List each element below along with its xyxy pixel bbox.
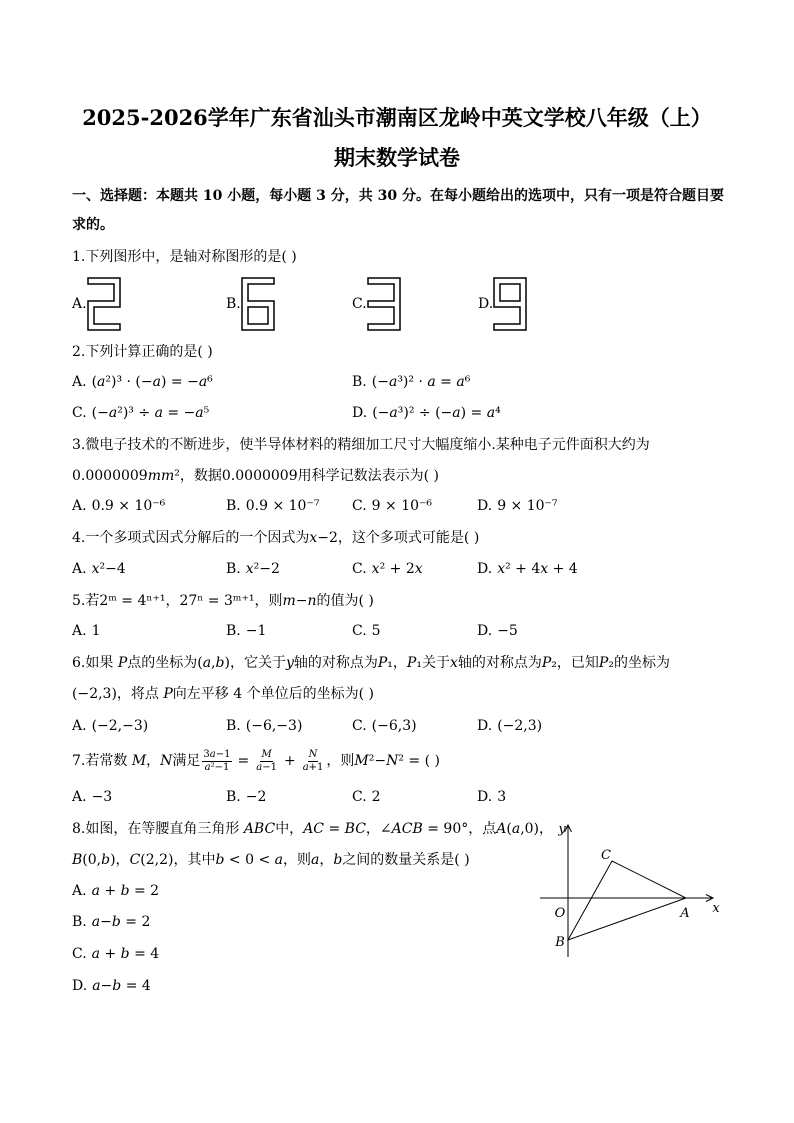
question-2-options-row-1	[0, 367, 794, 398]
option-c	[352, 711, 417, 742]
option-text: −5	[497, 623, 518, 639]
math-variable: x	[449, 655, 458, 671]
math-variable: a	[452, 405, 461, 421]
math-variable: N	[308, 748, 318, 760]
option-text: −3	[91, 789, 113, 805]
math-variable: b	[101, 852, 111, 868]
option-label: A.	[72, 498, 87, 514]
option-text: 5	[371, 623, 381, 639]
math-variable: a	[91, 946, 101, 962]
point-c-label: C	[601, 848, 611, 863]
option-d	[72, 971, 151, 1002]
option-text: x² + 2x	[371, 561, 423, 577]
option-b	[226, 491, 319, 522]
math-variable: a	[91, 914, 101, 930]
digit-3-outline-icon	[367, 277, 401, 331]
equals-sign: =	[237, 753, 250, 769]
math-variable: C	[129, 852, 141, 868]
question-7-stem-prefix: 7.若常数 M，N满足	[72, 753, 201, 769]
fraction-denominator: a−1	[256, 761, 277, 773]
math-variable: B	[72, 852, 83, 868]
fraction-denominator: a²−1	[204, 761, 230, 773]
option-a	[72, 616, 100, 647]
math-variable: a	[154, 405, 163, 421]
math-variable: x	[91, 561, 100, 577]
option-label: D.	[72, 978, 88, 994]
option-b	[352, 367, 470, 398]
option-text: x²−4	[91, 561, 126, 577]
question-5-stem: 5.若2ᵐ = 4ⁿ⁺¹，27ⁿ = 3ᵐ⁺¹，则m−n的值为( )	[72, 593, 374, 609]
option-text: (−2,3)	[497, 718, 543, 734]
math-variable: a	[209, 748, 216, 760]
math-variable: b	[215, 655, 225, 671]
option-b-label: B.	[226, 296, 241, 312]
option-label: B.	[72, 914, 87, 930]
option-label: B.	[226, 789, 241, 805]
math-variable: mm	[147, 468, 175, 484]
triangle-abc	[568, 861, 686, 940]
math-variable: A	[496, 821, 507, 837]
option-b	[72, 907, 150, 938]
option-b	[226, 616, 266, 647]
math-variable: BC	[344, 821, 366, 837]
option-text: (−a²)³ ÷ a = −a⁵	[91, 405, 210, 421]
option-b	[226, 711, 302, 742]
math-variable: a	[195, 405, 204, 421]
math-variable: P	[117, 655, 128, 671]
option-c	[352, 491, 432, 522]
option-text: 0.9 × 10⁻⁶	[91, 498, 166, 514]
coordinate-triangle-figure	[535, 815, 725, 965]
math-variable: a	[152, 374, 161, 390]
option-d	[477, 554, 578, 585]
option-b	[226, 782, 266, 813]
math-variable: N	[386, 753, 399, 769]
option-text: a−b = 4	[92, 978, 151, 994]
question-1-stem: 1.下列图形中，是轴对称图形的是( )	[72, 249, 297, 265]
option-label: C.	[352, 718, 367, 734]
math-variable: a	[198, 374, 208, 390]
question-8-option-b	[0, 907, 460, 938]
option-label: B.	[226, 561, 241, 577]
math-variable: a	[310, 852, 320, 868]
digit-6-outline-icon	[241, 277, 275, 331]
option-text: (−a³)² · a = a⁶	[371, 374, 471, 390]
question-4-stem: 4.一个多项式因式分解后的一个因式为x−2，这个多项式可能是( )	[72, 530, 480, 546]
section-heading-multiple-choice: 一、选择题：本题共 10 小题，每小题 3 分，共 30 分。在每小题给出的选项中，只有一项是符合题目要求的。	[72, 188, 724, 233]
fraction-m	[255, 749, 278, 774]
math-variable: a	[388, 374, 398, 390]
figure-outline	[368, 278, 400, 330]
digit-9-outline-icon	[493, 277, 527, 331]
math-variable: a	[256, 761, 263, 773]
option-label: C.	[352, 498, 367, 514]
question-7-stem-suffix: ，则M²−N² = ( )	[326, 753, 440, 769]
axis-label-y: y	[558, 822, 566, 837]
option-label: A.	[72, 789, 87, 805]
math-variable: x	[371, 561, 380, 577]
option-text: −1	[245, 623, 267, 639]
option-d	[477, 782, 506, 813]
math-variable: b	[112, 978, 122, 994]
option-label: C.	[72, 946, 87, 962]
math-variable: a	[97, 374, 106, 390]
math-variable: a	[511, 821, 521, 837]
option-label: B.	[352, 374, 367, 390]
question-6-options	[0, 711, 794, 742]
question-3-options	[0, 491, 794, 522]
question-2-options-row-2	[0, 398, 794, 429]
math-variable: P	[598, 655, 609, 671]
math-variable: b	[111, 914, 121, 930]
option-b	[226, 554, 280, 585]
option-d	[477, 616, 518, 647]
option-label: C.	[352, 623, 367, 639]
math-variable: y	[285, 655, 294, 671]
option-a	[72, 782, 112, 813]
option-a-label: A.	[72, 296, 87, 312]
math-variable: a	[108, 405, 118, 421]
math-variable: P	[541, 655, 552, 671]
math-variable: x	[414, 561, 423, 577]
question-8-stem: 8.如图，在等腰直角三角形 ABC中，AC = BC，∠ACB = 90°，点A(a,0)，B(0,b)，C(2,2)，其中b < 0 < a，则a，b之间的数量关系是( )	[72, 821, 554, 868]
fraction-numerator	[308, 749, 319, 762]
digit-2-outline-icon	[87, 277, 121, 331]
option-label: D.	[477, 789, 493, 805]
math-variable: ACB	[391, 821, 423, 837]
option-c-label: C.	[352, 296, 367, 312]
option-text: a + b = 4	[91, 946, 160, 962]
option-label: C.	[352, 789, 367, 805]
figure-outline	[494, 278, 526, 330]
axis-label-x: x	[712, 901, 720, 916]
math-variable: M	[261, 748, 272, 760]
option-label: A.	[72, 374, 87, 390]
math-variable: a	[204, 761, 211, 773]
math-variable: n	[307, 593, 317, 609]
math-variable: P	[377, 655, 388, 671]
option-text: 9 × 10⁻⁶	[371, 498, 433, 514]
math-variable: ABC	[243, 821, 276, 837]
option-label: D.	[477, 561, 493, 577]
option-text: a + b = 2	[91, 883, 160, 899]
option-label: B.	[226, 718, 241, 734]
option-text: −2	[245, 789, 267, 805]
option-c	[72, 398, 209, 429]
option-c	[72, 939, 159, 970]
math-variable: M	[131, 753, 147, 769]
question-2-stem: 2.下列计算正确的是( )	[72, 344, 213, 360]
option-label: A.	[72, 718, 87, 734]
math-variable: M	[354, 753, 369, 769]
question-8-option-d	[0, 971, 460, 1002]
option-text: (−a³)² ÷ (−a) = a⁴	[372, 405, 501, 421]
option-a	[72, 876, 159, 907]
question-8-option-c	[0, 939, 460, 970]
math-variable: a	[274, 852, 283, 868]
question-4-options	[0, 554, 794, 585]
plus-sign: +	[283, 753, 296, 769]
math-variable: b	[120, 883, 130, 899]
point-b-label: B	[555, 935, 565, 950]
option-c	[352, 616, 381, 647]
math-variable: P	[163, 686, 173, 702]
option-label: D.	[477, 718, 493, 734]
math-variable: b	[215, 852, 225, 868]
option-label: C.	[352, 561, 367, 577]
fraction-numerator	[260, 749, 272, 762]
math-variable: a	[92, 978, 101, 994]
option-text: 0.9 × 10⁻⁷	[245, 498, 320, 514]
option-text: 1	[91, 623, 101, 639]
math-variable: a	[486, 405, 496, 421]
math-variable: x	[540, 561, 549, 577]
math-variable: b	[120, 946, 130, 962]
option-text: (−6,−3)	[245, 718, 303, 734]
question-6-stem: 6.如果 P点的坐标为(a,b)，它关于y轴的对称点为P₁，P₁关于x轴的对称点为P₂，已知P₂的坐标为(−2,3)，将点 P向左平移 4 个单位后的坐标为( )	[72, 655, 670, 702]
option-text: 3	[497, 789, 507, 805]
math-variable: a	[302, 761, 309, 773]
option-label: B.	[226, 498, 241, 514]
figure-outline	[242, 278, 274, 330]
option-a	[72, 491, 165, 522]
figure-outline	[88, 278, 120, 330]
option-c	[352, 782, 381, 813]
origin-label: O	[554, 906, 566, 921]
math-variable: x	[497, 561, 506, 577]
option-label: C.	[72, 405, 87, 421]
option-c	[352, 554, 423, 585]
option-text: x²−2	[245, 561, 280, 577]
option-label: A.	[72, 561, 87, 577]
option-text: 2	[371, 789, 381, 805]
option-label: D.	[477, 623, 493, 639]
option-text: x² + 4x + 4	[497, 561, 578, 577]
math-variable: a	[389, 405, 398, 421]
exam-title: 2025-2026学年广东省汕头市潮南区龙岭中英文学校八年级（上）期末数学试卷	[82, 105, 712, 170]
option-text: (−2,−3)	[91, 718, 149, 734]
math-variable: a	[91, 883, 100, 899]
math-variable: N	[160, 753, 173, 769]
math-variable: m	[282, 593, 296, 609]
fraction-left	[202, 749, 231, 774]
math-variable: P	[406, 655, 417, 671]
math-variable: AC	[303, 821, 325, 837]
option-d	[352, 398, 501, 429]
option-label: D.	[477, 498, 493, 514]
option-a	[72, 367, 213, 398]
math-variable: a	[202, 655, 212, 671]
option-label: A.	[72, 623, 87, 639]
question-8-option-a	[0, 876, 460, 907]
option-text: (a²)³ · (−a) = −a⁶	[91, 374, 213, 390]
math-variable: a	[456, 374, 465, 390]
fraction-numerator: 3a−1	[203, 748, 231, 760]
option-text: a−b = 2	[91, 914, 151, 930]
option-a	[72, 711, 148, 742]
question-3-stem: 3.微电子技术的不断进步，使半导体材料的精细加工尺寸大幅度缩小.某种电子元件面积大约为0.0000009mm²，数据0.0000009用科学记数法表示为( )	[72, 437, 650, 484]
fraction-denominator: a+1	[302, 761, 324, 773]
math-variable: x	[309, 530, 318, 546]
option-label: B.	[226, 623, 241, 639]
fraction-n	[302, 749, 325, 774]
question-5-options	[0, 616, 794, 647]
question-7-options	[0, 782, 794, 813]
option-label: A.	[72, 883, 87, 899]
option-d	[477, 491, 558, 522]
question-7-stem	[72, 741, 722, 781]
option-text: (−6,3)	[371, 718, 417, 734]
math-variable: a	[427, 374, 436, 390]
math-variable: x	[245, 561, 254, 577]
option-text: 9 × 10⁻⁷	[497, 498, 558, 514]
option-a	[72, 554, 126, 585]
option-d-label: D.	[478, 296, 494, 312]
option-d	[477, 711, 542, 742]
point-a-label: A	[680, 906, 690, 921]
math-variable: b	[333, 852, 343, 868]
option-label: D.	[352, 405, 368, 421]
